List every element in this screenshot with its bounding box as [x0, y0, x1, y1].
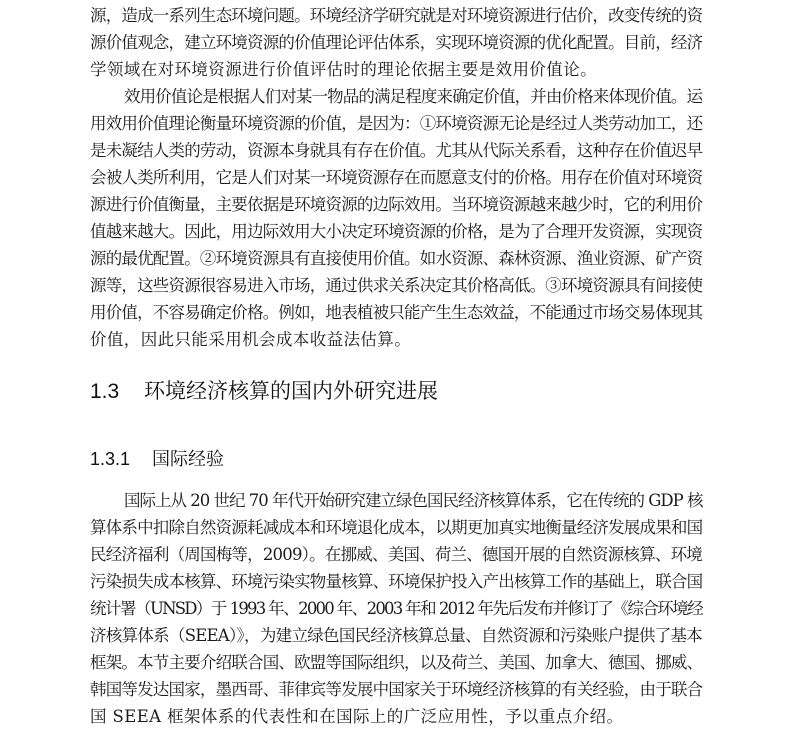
text-line: 源进行价值衡量，主要依据是环境资源的边际效用。当环境资源越来越少时，它的利用价: [90, 195, 703, 214]
text-line: 用价值，不容易确定价格。例如，地表植被只能产生生态效益，不能通过市场交易体现其: [90, 303, 703, 322]
text-line: 源价值观念，建立环境资源的价值理论评估体系，实现环境资源的优化配置。目前，经济: [90, 33, 703, 52]
text-line: 韩国等发达国家，墨西哥、菲律宾等发展中国家关于环境经济核算的有关经验，由于联合: [90, 680, 703, 699]
section-heading: [90, 377, 438, 407]
text-line: 源，造成一系列生态环境问题。环境经济学研究就是对环境资源进行估价，改变传统的资: [90, 6, 703, 25]
text-line: 算体系中扣除自然资源耗减成本和环境退化成本，以期更加真实地衡量经济发展成果和国: [90, 518, 703, 537]
text-line: 价值，因此只能采用机会成本收益法估算。: [90, 330, 412, 349]
text-line: 国际上从 20 世纪 70 年代开始研究建立绿色国民经济核算体系，它在传统的 GDP 核: [124, 491, 703, 510]
text-line: 框架。本节主要介绍联合国、欧盟等国际组织，以及荷兰、美国、加拿大、德国、挪威、: [90, 653, 703, 672]
text-line: 源等，这些资源很容易进入市场，通过供求关系决定其价格高低。③环境资源具有间接使: [90, 276, 703, 295]
text-line: 济核算体系（SEEA）》，为建立绿色国民经济核算总量、自然资源和污染账户提供了基本: [90, 626, 702, 645]
text-line: 国 SEEA 框架体系的代表性和在国际上的广泛应用性，予以重点介绍。: [90, 707, 624, 726]
section-number: 1.3: [90, 380, 120, 403]
text-line: 用效用价值理论衡量环境资源的价值，是因为：①环境资源无论是经过人类劳动加工，还: [90, 114, 703, 133]
text-line: 会被人类所利用，它是人们对某一环境资源存在而愿意支付的价格。用存在价值对环境资: [90, 168, 703, 187]
text-line: 民经济福利（周国梅等，2009）。在挪威、美国、荷兰、德国开展的自然资源核算、环境: [90, 545, 702, 564]
text-line: 学领域在对环境资源进行价值评估时的理论依据主要是效用价值论。: [90, 60, 597, 79]
text-line: 统计署（UNSD）于 1993 年、2000 年、2003 年和 2012 年先后发布并修订了《综合环境经: [90, 599, 702, 618]
subsection-heading: [90, 445, 224, 473]
subsection-title: 国际经验: [152, 449, 224, 469]
text-line: 是未凝结人类的劳动，资源本身就具有存在价值。尤其从代际关系看，这种存在价值迟早: [90, 141, 703, 160]
subsection-number: 1.3.1: [90, 449, 131, 469]
text-line: 污染损失成本核算、环境污染实物量核算、环境保护投入产出核算工作的基础上，联合国: [90, 572, 703, 591]
text-line: 效用价值论是根据人们对某一物品的满足程度来确定价值，并由价格来体现价值。运: [124, 87, 702, 106]
text-line: 源的最优配置。②环境资源具有直接使用价值。如水资源、森林资源、渔业资源、矿产资: [90, 249, 703, 268]
section-title: 环境经济核算的国内外研究进展: [144, 380, 438, 403]
text-line: 值越来越大。因此，用边际效用大小决定环境资源的价格，是为了合理开发资源，实现资: [90, 222, 703, 241]
